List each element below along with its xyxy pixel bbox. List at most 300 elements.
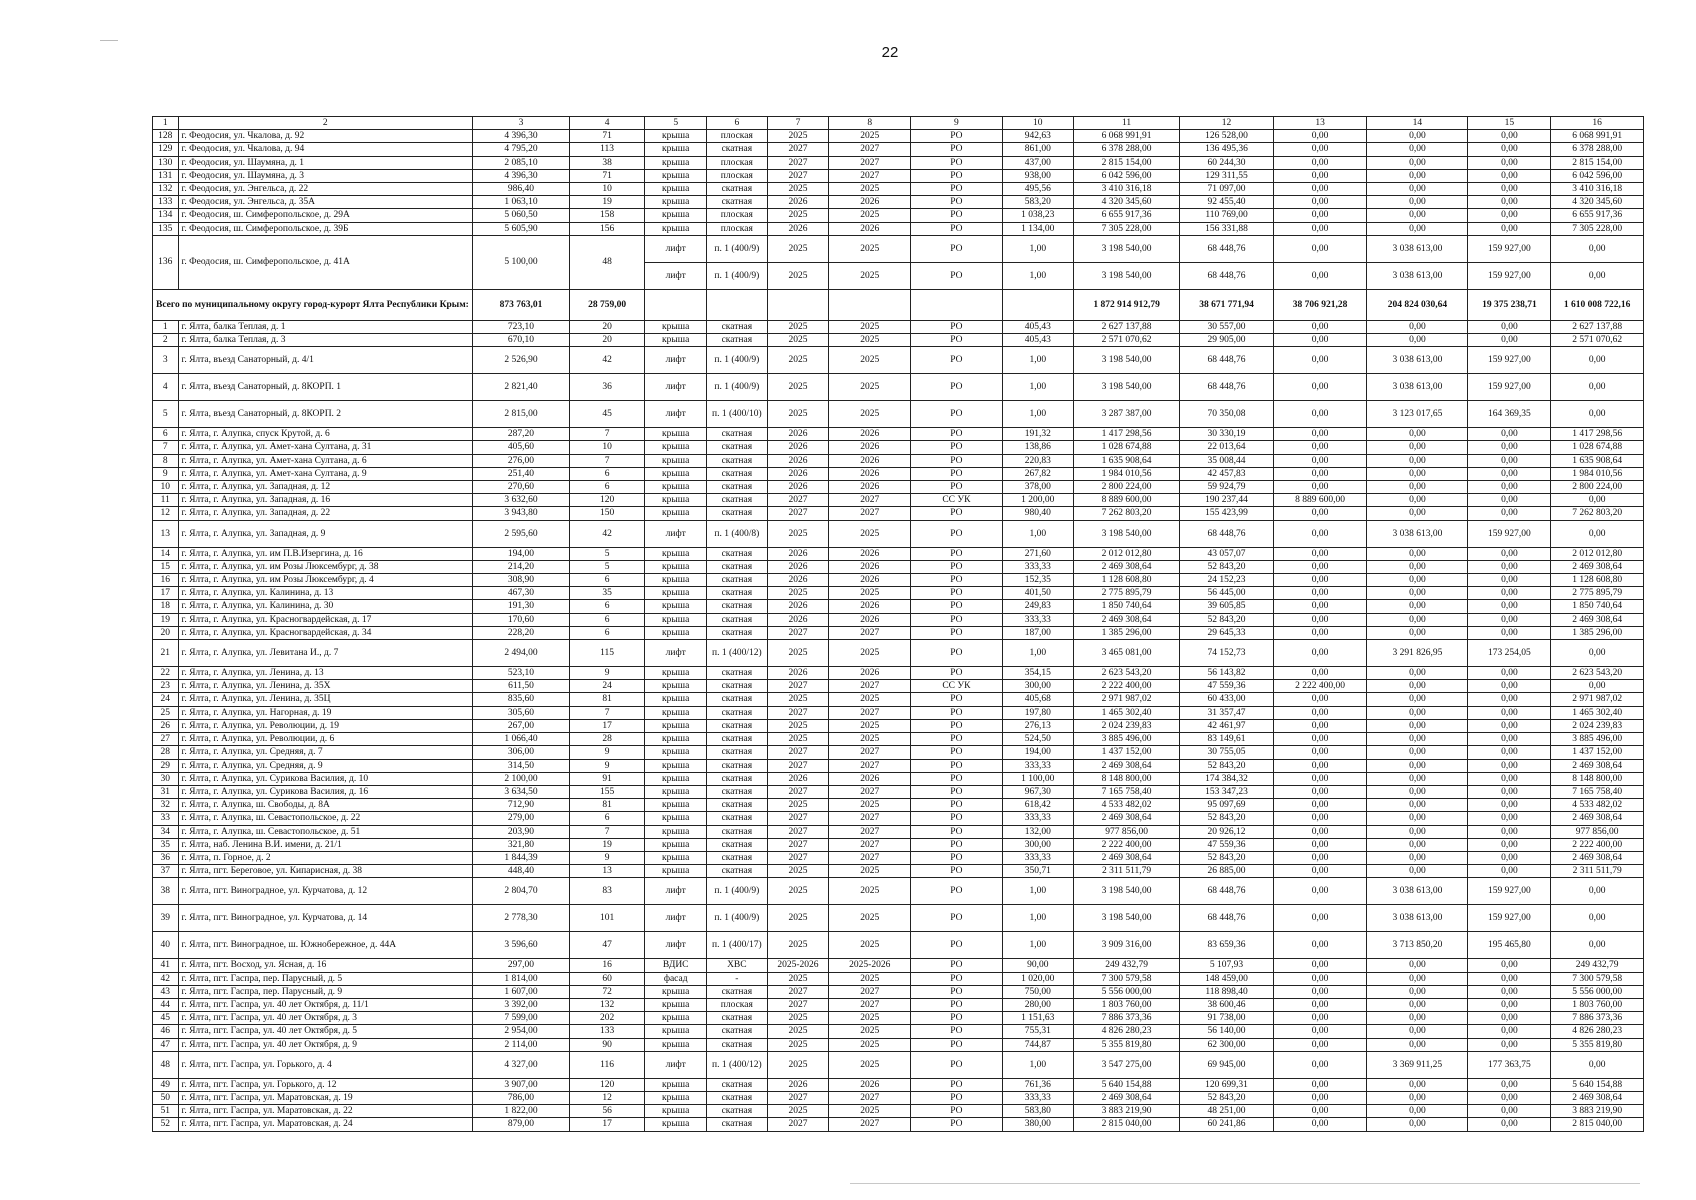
cell-col-6: скатная <box>707 733 768 746</box>
cell-col-4: 36 <box>569 374 645 401</box>
cell-col-9: РО <box>911 838 1002 851</box>
table-row <box>153 838 1644 851</box>
cell-col-8: 2025 <box>829 374 911 401</box>
cell-col-3: 2 494,00 <box>473 640 570 667</box>
table-row <box>153 467 1644 480</box>
cell-col-7: 2025 <box>767 1051 829 1078</box>
cell-col-13: 0,00 <box>1273 772 1367 785</box>
cell-col-8: 2027 <box>829 143 911 156</box>
cell-col-11: 3 465 081,00 <box>1073 640 1179 667</box>
cell-col-10: 220,83 <box>1002 454 1073 467</box>
cell-col-7: 2027 <box>767 985 829 998</box>
cell-col-5: лифт <box>645 235 707 262</box>
cell-col-8: 2027 <box>829 851 911 864</box>
cell-col-16: 2 469 308,64 <box>1551 1091 1644 1104</box>
cell-col-12: 70 350,08 <box>1180 401 1274 428</box>
cell-col-4: 83 <box>569 878 645 905</box>
header-cell: 10 <box>1002 117 1073 130</box>
cell-col-16: 2 469 308,64 <box>1551 851 1644 864</box>
cell-col-6: скатная <box>707 1091 768 1104</box>
cell-col-15: 0,00 <box>1468 547 1551 560</box>
cell-col-3: 2 815,00 <box>473 401 570 428</box>
cell-col-12: 68 448,76 <box>1180 262 1274 289</box>
cell-col-10: 333,33 <box>1002 1091 1073 1104</box>
cell-col-4: 47 <box>569 932 645 959</box>
cell-col-9: РО <box>911 481 1002 494</box>
cell-col-1: 1 <box>153 320 179 333</box>
cell-col-15: 0,00 <box>1468 772 1551 785</box>
cell-col-2: г. Ялта, г. Алупка, ул. Амет-хана Султана, д. 6 <box>178 454 473 467</box>
cell-col-5: крыша <box>645 547 707 560</box>
cell-col-9: РО <box>911 932 1002 959</box>
cell-col-12: 129 311,55 <box>1180 169 1274 182</box>
cell-col-6: плоская <box>707 209 768 222</box>
cell-col-5: крыша <box>645 130 707 143</box>
cell-col-3: 786,00 <box>473 1091 570 1104</box>
cell-col-11: 1 803 760,00 <box>1073 998 1179 1011</box>
cell-col-10: 938,00 <box>1002 169 1073 182</box>
cell-col-3: 5 605,90 <box>473 222 570 235</box>
table-row <box>153 759 1644 772</box>
cell-col-4: 17 <box>569 719 645 732</box>
cell-col-1: 34 <box>153 825 179 838</box>
cell-col-8: 2025 <box>829 1051 911 1078</box>
cell-col-14: 0,00 <box>1367 851 1468 864</box>
table-row <box>153 1038 1644 1051</box>
cell-col-14: 0,00 <box>1367 547 1468 560</box>
municipal-total-row <box>153 289 1644 320</box>
cell-col-12: 52 843,20 <box>1180 560 1274 573</box>
header-cell: 12 <box>1180 117 1274 130</box>
cell-col-3: 3 596,60 <box>473 932 570 959</box>
cell-col-7: 2025 <box>767 1038 829 1051</box>
cell-col-6: скатная <box>707 334 768 347</box>
cell-col-14: 3 038 613,00 <box>1367 235 1468 262</box>
cell-col-16: 2 222 400,00 <box>1551 838 1644 851</box>
cell-col-7: 2025 <box>767 520 829 547</box>
cell-col-13: 0,00 <box>1273 1105 1367 1118</box>
table-row <box>153 640 1644 667</box>
cell-col-15: 159 927,00 <box>1468 878 1551 905</box>
cell-col-13: 0,00 <box>1273 759 1367 772</box>
cell-col-2: г. Ялта, г. Алупка, ул. Западная, д. 9 <box>178 520 473 547</box>
cell-col-2: г. Феодосия, ш. Симферопольское, д. 29А <box>178 209 473 222</box>
cell-col-1: 44 <box>153 998 179 1011</box>
repair-program-table <box>152 116 1644 1132</box>
cell-col-3: 712,90 <box>473 799 570 812</box>
cell-col-14: 0,00 <box>1367 169 1468 182</box>
cell-col-16: 1 610 008 722,16 <box>1551 289 1644 320</box>
cell-col-13: 38 706 921,28 <box>1273 289 1367 320</box>
cell-col-8: 2025 <box>829 932 911 959</box>
cell-col-4: 116 <box>569 1051 645 1078</box>
cell-col-3: 287,20 <box>473 428 570 441</box>
cell-col-5: крыша <box>645 838 707 851</box>
cell-col-16: 0,00 <box>1551 905 1644 932</box>
table-row <box>153 851 1644 864</box>
cell-col-14: 0,00 <box>1367 865 1468 878</box>
cell-col-15: 0,00 <box>1468 719 1551 732</box>
cell-col-2: г. Ялта, г. Алупка, ул. им Розы Люксембург, д. 4 <box>178 574 473 587</box>
cell-col-3: 405,60 <box>473 441 570 454</box>
cell-col-14: 0,00 <box>1367 467 1468 480</box>
cell-col-15: 0,00 <box>1468 467 1551 480</box>
cell-col-14: 0,00 <box>1367 799 1468 812</box>
cell-col-3: 5 060,50 <box>473 209 570 222</box>
cell-col-6: плоская <box>707 222 768 235</box>
cell-col-3: 4 795,20 <box>473 143 570 156</box>
cell-col-8: 2025 <box>829 865 911 878</box>
cell-col-7: 2025 <box>767 865 829 878</box>
cell-col-13: 0,00 <box>1273 428 1367 441</box>
cell-col-14: 3 713 850,20 <box>1367 932 1468 959</box>
cell-col-13: 0,00 <box>1273 640 1367 667</box>
cell-col-10 <box>1002 289 1073 320</box>
cell-col-3: 5 100,00 <box>473 235 570 289</box>
cell-col-10: 152,35 <box>1002 574 1073 587</box>
cell-col-5: крыша <box>645 441 707 454</box>
cell-col-4: 7 <box>569 825 645 838</box>
cell-col-9: РО <box>911 640 1002 667</box>
cell-col-6: скатная <box>707 1038 768 1051</box>
cell-col-5: крыша <box>645 1025 707 1038</box>
cell-col-1: 39 <box>153 905 179 932</box>
cell-col-12: 42 457,83 <box>1180 467 1274 480</box>
cell-col-11: 2 971 987,02 <box>1073 693 1179 706</box>
cell-col-10: 1 020,00 <box>1002 972 1073 985</box>
cell-col-7: 2026 <box>767 613 829 626</box>
cell-col-4: 133 <box>569 1025 645 1038</box>
cell-col-8: 2026 <box>829 574 911 587</box>
cell-col-15: 0,00 <box>1468 998 1551 1011</box>
cell-col-1: 2 <box>153 334 179 347</box>
cell-col-8: 2027 <box>829 759 911 772</box>
cell-col-6: п. 1 (400/9) <box>707 905 768 932</box>
cell-col-3: 2 821,40 <box>473 374 570 401</box>
table-row <box>153 1025 1644 1038</box>
cell-col-10: 980,40 <box>1002 507 1073 520</box>
cell-col-6: скатная <box>707 667 768 680</box>
cell-col-2: г. Ялта, въезд Санаторный, д. 8КОРП. 1 <box>178 374 473 401</box>
cell-col-2: г. Ялта, пгт. Виноградное, ул. Курчатова, д. 14 <box>178 905 473 932</box>
cell-col-4: 48 <box>569 235 645 289</box>
cell-col-14: 0,00 <box>1367 838 1468 851</box>
cell-col-15: 0,00 <box>1468 1025 1551 1038</box>
cell-col-2: г. Феодосия, ул. Шаумяна, д. 3 <box>178 169 473 182</box>
cell-col-10: 1 038,23 <box>1002 209 1073 222</box>
cell-col-2: г. Ялта, балка Теплая, д. 1 <box>178 320 473 333</box>
cell-col-8: 2025 <box>829 1025 911 1038</box>
cell-col-6: скатная <box>707 587 768 600</box>
cell-col-2: г. Ялта, пгт. Гаспра, ул. 40 лет Октября, д. 11/1 <box>178 998 473 1011</box>
cell-col-11: 1 635 908,64 <box>1073 454 1179 467</box>
cell-col-8: 2025 <box>829 693 911 706</box>
cell-col-7: 2027 <box>767 706 829 719</box>
cell-col-4: 5 <box>569 560 645 573</box>
cell-col-16: 6 068 991,91 <box>1551 130 1644 143</box>
cell-col-9: РО <box>911 812 1002 825</box>
cell-col-9: РО <box>911 785 1002 798</box>
cell-col-4: 6 <box>569 626 645 639</box>
cell-col-16: 6 378 288,00 <box>1551 143 1644 156</box>
cell-col-15: 0,00 <box>1468 626 1551 639</box>
cell-col-10: 401,50 <box>1002 587 1073 600</box>
cell-col-8: 2027 <box>829 812 911 825</box>
cell-col-1: 128 <box>153 130 179 143</box>
cell-col-14: 0,00 <box>1367 560 1468 573</box>
cell-col-11: 3 198 540,00 <box>1073 235 1179 262</box>
cell-col-15: 159 927,00 <box>1468 347 1551 374</box>
cell-col-9: РО <box>911 374 1002 401</box>
cell-col-11: 5 355 819,80 <box>1073 1038 1179 1051</box>
cell-col-1: 16 <box>153 574 179 587</box>
cell-col-5: крыша <box>645 799 707 812</box>
cell-col-7: 2027 <box>767 156 829 169</box>
cell-col-2: г. Ялта, г. Алупка, ул. Революции, д. 19 <box>178 719 473 732</box>
table-row <box>153 587 1644 600</box>
cell-col-11: 2 469 308,64 <box>1073 560 1179 573</box>
cell-col-6: скатная <box>707 838 768 851</box>
cell-col-7: 2026 <box>767 428 829 441</box>
cell-col-4: 7 <box>569 706 645 719</box>
cell-col-5: крыша <box>645 183 707 196</box>
cell-col-8: 2027 <box>829 680 911 693</box>
cell-col-16: 1 385 296,00 <box>1551 626 1644 639</box>
cell-col-8: 2025 <box>829 587 911 600</box>
cell-col-12: 74 152,73 <box>1180 640 1274 667</box>
cell-col-10: 1,00 <box>1002 520 1073 547</box>
cell-col-3: 191,30 <box>473 600 570 613</box>
cell-col-7: 2025 <box>767 587 829 600</box>
table-row <box>153 626 1644 639</box>
cell-col-9: РО <box>911 600 1002 613</box>
table-row <box>153 1091 1644 1104</box>
cell-col-14: 0,00 <box>1367 574 1468 587</box>
cell-col-2: г. Феодосия, ш. Симферопольское, д. 39Б <box>178 222 473 235</box>
cell-col-3: 3 392,00 <box>473 998 570 1011</box>
cell-col-1: 4 <box>153 374 179 401</box>
cell-col-9: РО <box>911 905 1002 932</box>
cell-col-11: 2 311 511,79 <box>1073 865 1179 878</box>
cell-col-9: РО <box>911 347 1002 374</box>
cell-col-7: 2026 <box>767 481 829 494</box>
cell-col-15: 0,00 <box>1468 693 1551 706</box>
cell-col-7: 2025 <box>767 320 829 333</box>
cell-col-1: 11 <box>153 494 179 507</box>
cell-col-9: РО <box>911 865 1002 878</box>
cell-col-11: 3 885 496,00 <box>1073 733 1179 746</box>
cell-col-2: г. Ялта, г. Алупка, ул. Западная, д. 12 <box>178 481 473 494</box>
cell-col-6: плоская <box>707 130 768 143</box>
cell-col-2: г. Ялта, пгт. Гаспра, ул. Маратовская, д. 22 <box>178 1105 473 1118</box>
cell-col-8: 2027 <box>829 825 911 838</box>
cell-col-9: РО <box>911 143 1002 156</box>
cell-col-12: 39 605,85 <box>1180 600 1274 613</box>
cell-col-8: 2025 <box>829 1105 911 1118</box>
cell-col-5: крыша <box>645 334 707 347</box>
cell-col-5: крыша <box>645 693 707 706</box>
cell-col-3: 7 599,00 <box>473 1012 570 1025</box>
cell-col-6: - <box>707 972 768 985</box>
cell-col-12: 47 559,36 <box>1180 838 1274 851</box>
cell-col-4: 113 <box>569 143 645 156</box>
cell-col-8: 2026 <box>829 222 911 235</box>
cell-col-4: 24 <box>569 680 645 693</box>
cell-col-2: г. Ялта, пгт. Гаспра, ул. 40 лет Октября, д. 3 <box>178 1012 473 1025</box>
cell-col-5: крыша <box>645 719 707 732</box>
cell-col-5: лифт <box>645 520 707 547</box>
cell-col-8: 2025 <box>829 130 911 143</box>
table-row <box>153 520 1644 547</box>
cell-col-14: 0,00 <box>1367 772 1468 785</box>
cell-col-1: 13 <box>153 520 179 547</box>
total-label: Всего по муниципальному округу город-курорт Ялта Республики Крым: <box>153 289 473 320</box>
cell-col-7: 2027 <box>767 494 829 507</box>
cell-col-2: г. Ялта, въезд Санаторный, д. 8КОРП. 2 <box>178 401 473 428</box>
cell-col-9: РО <box>911 667 1002 680</box>
cell-col-13: 0,00 <box>1273 334 1367 347</box>
cell-col-8: 2026 <box>829 1078 911 1091</box>
cell-col-7: 2027 <box>767 1118 829 1131</box>
cell-col-8: 2025 <box>829 401 911 428</box>
cell-col-2: г. Ялта, г. Алупка, ул. Калинина, д. 13 <box>178 587 473 600</box>
cell-col-11: 2 469 308,64 <box>1073 851 1179 864</box>
cell-col-14: 3 291 826,95 <box>1367 640 1468 667</box>
cell-col-14: 0,00 <box>1367 1078 1468 1091</box>
cell-col-7: 2025 <box>767 347 829 374</box>
cell-col-7: 2025 <box>767 374 829 401</box>
cell-col-8: 2027 <box>829 838 911 851</box>
cell-col-16: 7 305 228,00 <box>1551 222 1644 235</box>
cell-col-8: 2026 <box>829 600 911 613</box>
cell-col-3: 670,10 <box>473 334 570 347</box>
cell-col-2: г. Ялта, г. Алупка, ул. Ленина, д. 35Ц <box>178 693 473 706</box>
cell-col-13: 0,00 <box>1273 209 1367 222</box>
cell-col-12: 68 448,76 <box>1180 374 1274 401</box>
cell-col-5: фасад <box>645 972 707 985</box>
cell-col-1: 48 <box>153 1051 179 1078</box>
cell-col-12: 38 671 771,94 <box>1180 289 1274 320</box>
cell-col-9: РО <box>911 183 1002 196</box>
cell-col-3: 4 396,30 <box>473 130 570 143</box>
cell-col-7: 2025 <box>767 905 829 932</box>
cell-col-14: 0,00 <box>1367 507 1468 520</box>
cell-col-10: 405,68 <box>1002 693 1073 706</box>
cell-col-4: 28 <box>569 733 645 746</box>
cell-col-7: 2026 <box>767 574 829 587</box>
cell-col-9: РО <box>911 454 1002 467</box>
cell-col-4: 202 <box>569 1012 645 1025</box>
table-row <box>153 454 1644 467</box>
cell-col-2: г. Феодосия, ул. Энгельса, д. 35А <box>178 196 473 209</box>
cell-col-12: 148 459,00 <box>1180 972 1274 985</box>
cell-col-9: РО <box>911 209 1002 222</box>
cell-col-4: 10 <box>569 441 645 454</box>
cell-col-15: 0,00 <box>1468 706 1551 719</box>
cell-col-13: 0,00 <box>1273 574 1367 587</box>
cell-col-12: 83 149,61 <box>1180 733 1274 746</box>
cell-col-2: г. Ялта, г. Алупка, ул. Западная, д. 22 <box>178 507 473 520</box>
cell-col-3: 611,50 <box>473 680 570 693</box>
cell-col-7: 2025 <box>767 1025 829 1038</box>
cell-col-10: 138,86 <box>1002 441 1073 454</box>
cell-col-11: 2 775 895,79 <box>1073 587 1179 600</box>
cell-col-4: 81 <box>569 693 645 706</box>
cell-col-4: 120 <box>569 494 645 507</box>
cell-col-3: 523,10 <box>473 667 570 680</box>
cell-col-5: лифт <box>645 878 707 905</box>
cell-col-6: скатная <box>707 772 768 785</box>
cell-col-9: РО <box>911 520 1002 547</box>
cell-col-1: 40 <box>153 932 179 959</box>
cell-col-7: 2026 <box>767 467 829 480</box>
cell-col-8: 2025 <box>829 320 911 333</box>
cell-col-12: 20 926,12 <box>1180 825 1274 838</box>
cell-col-4: 9 <box>569 667 645 680</box>
cell-col-7: 2025 <box>767 693 829 706</box>
cell-col-10: 1,00 <box>1002 905 1073 932</box>
cell-col-16: 0,00 <box>1551 1051 1644 1078</box>
cell-col-5: лифт <box>645 640 707 667</box>
cell-col-16: 0,00 <box>1551 401 1644 428</box>
cell-col-1: 51 <box>153 1105 179 1118</box>
cell-col-13: 0,00 <box>1273 613 1367 626</box>
table-row <box>153 785 1644 798</box>
cell-col-3: 448,40 <box>473 865 570 878</box>
cell-col-10: 861,00 <box>1002 143 1073 156</box>
cell-col-12: 136 495,36 <box>1180 143 1274 156</box>
cell-col-3: 321,80 <box>473 838 570 851</box>
cell-col-6: ХВС <box>707 959 768 972</box>
cell-col-6: скатная <box>707 600 768 613</box>
cell-col-9: СС УК <box>911 680 1002 693</box>
cell-col-12: 22 013,64 <box>1180 441 1274 454</box>
cell-col-3: 3 634,50 <box>473 785 570 798</box>
cell-col-5: крыша <box>645 985 707 998</box>
cell-col-11: 3 198 540,00 <box>1073 905 1179 932</box>
cell-col-4: 42 <box>569 520 645 547</box>
cell-col-3: 267,00 <box>473 719 570 732</box>
cell-col-13: 0,00 <box>1273 851 1367 864</box>
cell-col-16: 2 469 308,64 <box>1551 812 1644 825</box>
cell-col-9: РО <box>911 467 1002 480</box>
cell-col-9: РО <box>911 587 1002 600</box>
cell-col-6: скатная <box>707 1012 768 1025</box>
cell-col-8: 2025 <box>829 733 911 746</box>
cell-col-11: 7 165 758,40 <box>1073 785 1179 798</box>
cell-col-15: 159 927,00 <box>1468 520 1551 547</box>
cell-col-14: 0,00 <box>1367 222 1468 235</box>
cell-col-13: 0,00 <box>1273 481 1367 494</box>
cell-col-9: РО <box>911 401 1002 428</box>
cell-col-11: 3 547 275,00 <box>1073 1051 1179 1078</box>
cell-col-16: 1 635 908,64 <box>1551 454 1644 467</box>
header-cell: 4 <box>569 117 645 130</box>
cell-col-2: г. Ялта, г. Алупка, ул. Революции, д. 6 <box>178 733 473 746</box>
cell-col-15: 0,00 <box>1468 600 1551 613</box>
header-cell: 3 <box>473 117 570 130</box>
table-row <box>153 320 1644 333</box>
table-row <box>153 905 1644 932</box>
cell-col-15: 195 465,80 <box>1468 932 1551 959</box>
cell-col-6: скатная <box>707 812 768 825</box>
cell-col-3: 214,20 <box>473 560 570 573</box>
cell-col-5: крыша <box>645 320 707 333</box>
cell-col-1: 36 <box>153 851 179 864</box>
cell-col-2: г. Ялта, г. Алупка, спуск Крутой, д. 6 <box>178 428 473 441</box>
cell-col-7: 2025 <box>767 401 829 428</box>
cell-col-7: 2027 <box>767 169 829 182</box>
